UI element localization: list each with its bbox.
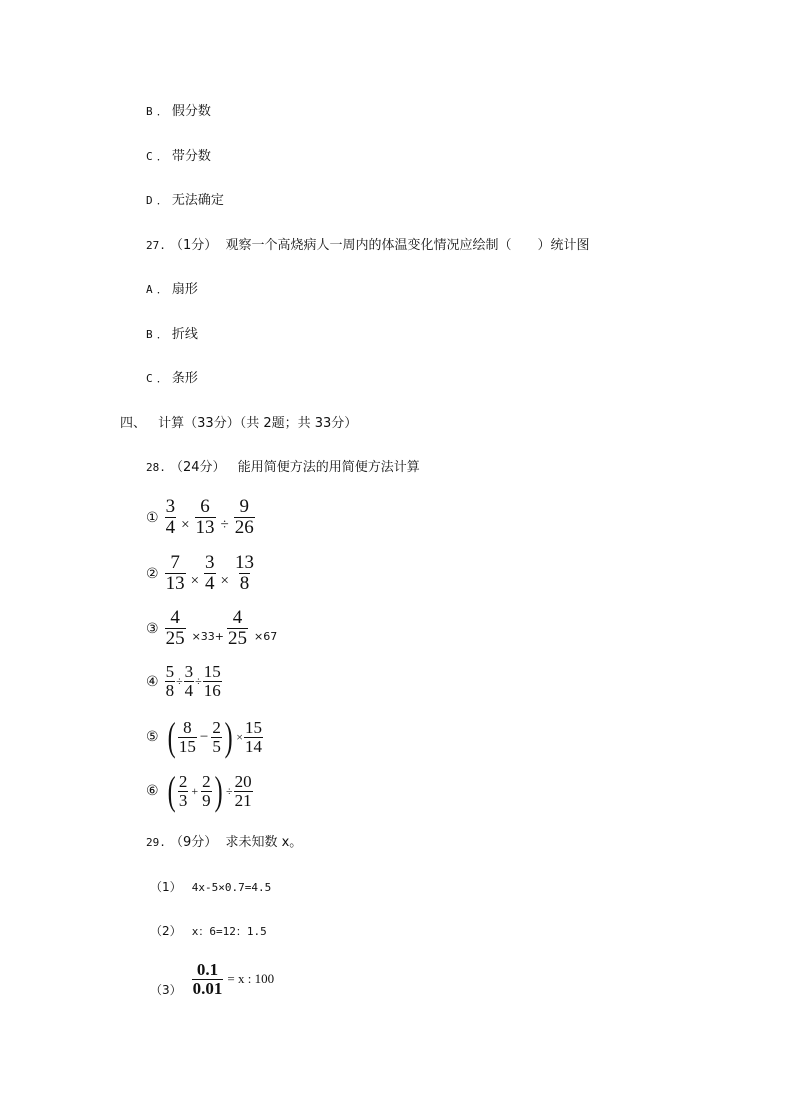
denominator: 21 [234,790,252,810]
option-text: 条形 [171,371,198,386]
numerator: 3 [205,552,215,573]
option-text: 扇形 [171,282,198,297]
numerator: 2 [202,771,211,791]
item-marker: ⑥ [146,783,159,799]
question-number: 27. [146,239,166,252]
numerator: 2 [212,717,221,737]
fraction [244,717,263,756]
question-score: （24分） [170,460,226,475]
option-letter: D [146,194,153,207]
q29-item-2 [150,922,267,941]
calc-item-6 [146,768,253,813]
calc-item-2 [146,554,255,593]
operator: − [199,728,209,745]
item-marker: ② [146,565,159,582]
denominator: 14 [244,736,262,756]
denominator: 9 [202,790,211,810]
operator-text: ×67 [254,630,278,643]
option-sep: ． [156,372,168,385]
numerator: 8 [183,717,192,737]
fraction [211,717,222,756]
calc-item-4 [146,664,222,699]
option-b-prev [146,103,211,121]
operator: ÷ [176,674,183,688]
operator-text: ×33+ [191,630,224,643]
question-stem: 求未知数 x。 [225,835,303,850]
section-number: 四、 [120,416,147,431]
question-27 [146,237,589,255]
fraction [178,771,189,810]
question-29 [146,834,302,852]
numerator: 4 [170,607,180,628]
item-marker: ④ [146,673,159,690]
fraction [184,664,195,699]
denominator: 8 [165,681,175,700]
fraction [201,771,212,810]
operator: ÷ [226,783,233,798]
fraction [192,962,224,997]
numerator: 5 [165,662,175,681]
question-28 [146,459,420,477]
denominator: 15 [178,736,196,756]
q27-option-b [146,326,198,344]
fraction [165,664,176,699]
fraction [234,771,253,810]
numerator: 6 [200,496,210,517]
operator: × [220,573,229,589]
question-number: 29. [146,836,166,849]
fraction [204,554,216,593]
numerator: 20 [234,771,252,791]
question-score: （9分） [170,835,218,850]
numerator: 4 [232,607,243,628]
calc-item-5 [146,714,263,759]
option-letter: C [146,372,153,385]
option-text: 折线 [171,327,198,342]
option-letter: A [146,283,153,296]
right-paren: ) [224,714,233,759]
numerator: 2 [178,771,188,791]
numerator: 15 [203,662,221,681]
option-sep: ． [156,150,168,163]
denominator: 0.01 [192,979,223,998]
numerator: 3 [165,496,176,517]
q29-item-3 [150,962,274,997]
question-score: （1分） [170,238,218,253]
item-marker: ① [146,509,159,526]
operator: + [191,783,199,798]
option-sep: ． [156,283,168,296]
option-sep: ． [156,194,168,207]
option-sep: ． [156,328,168,341]
calc-item-1 [146,498,255,537]
equation-rhs: = x : 100 [227,970,275,986]
fraction [165,554,186,593]
option-letter: C [146,150,153,163]
operator: ÷ [220,517,229,533]
denominator: 4 [205,573,215,594]
item-label: （1） [150,880,182,894]
numerator: 9 [239,496,250,517]
equation: x：6=12：1.5 [191,925,267,938]
q29-item-1 [150,878,271,897]
fraction [227,609,248,648]
section-heading [120,415,357,433]
operator: ÷ [195,674,202,688]
denominator: 26 [234,517,254,538]
section-title: 计算（33分）（共 2题；共 33分） [158,416,358,431]
operator: × [181,517,190,533]
numerator: 0.1 [196,960,219,979]
denominator: 25 [165,628,185,649]
denominator: 16 [203,681,221,700]
fraction [165,498,177,537]
option-d-prev [146,192,224,210]
fraction [195,498,216,537]
equation: 4x-5×0.7=4.5 [191,881,272,894]
option-letter: B [146,105,153,118]
denominator: 4 [184,681,194,700]
denominator: 4 [165,517,176,538]
item-marker: ⑤ [146,729,159,745]
item-label: （2） [150,924,182,938]
numerator: 15 [244,717,262,737]
fraction [234,498,255,537]
right-paren: ) [214,768,223,813]
fraction [234,554,255,593]
item-label: （3） [150,983,182,997]
numerator: 3 [184,662,194,681]
item-marker: ③ [146,620,159,637]
option-text: 无法确定 [171,193,224,208]
numerator: 7 [170,552,180,573]
option-c-prev [146,148,211,166]
fraction [203,664,222,699]
q27-option-a [146,281,198,299]
denominator: 13 [195,517,215,538]
option-text: 假分数 [171,104,211,119]
calc-item-3 [146,609,277,648]
option-text: 带分数 [171,149,211,164]
denominator: 13 [165,573,185,594]
question-stem: 能用简便方法的用简便方法计算 [237,460,420,475]
left-paren: ( [167,768,176,813]
option-letter: B [146,328,153,341]
question-stem: 观察一个高烧病人一周内的体温变化情况应绘制（ ）统计图 [225,238,590,253]
operator: × [190,573,200,589]
denominator: 8 [239,573,250,594]
question-number: 28. [146,461,166,474]
denominator: 3 [178,790,188,810]
operator: × [236,729,243,744]
numerator: 13 [235,552,254,573]
q27-option-c [146,370,198,388]
fraction [165,609,186,648]
left-paren: ( [167,714,176,759]
denominator: 5 [212,736,221,756]
fraction [178,717,197,756]
option-sep: ． [156,105,168,118]
denominator: 25 [228,628,247,649]
